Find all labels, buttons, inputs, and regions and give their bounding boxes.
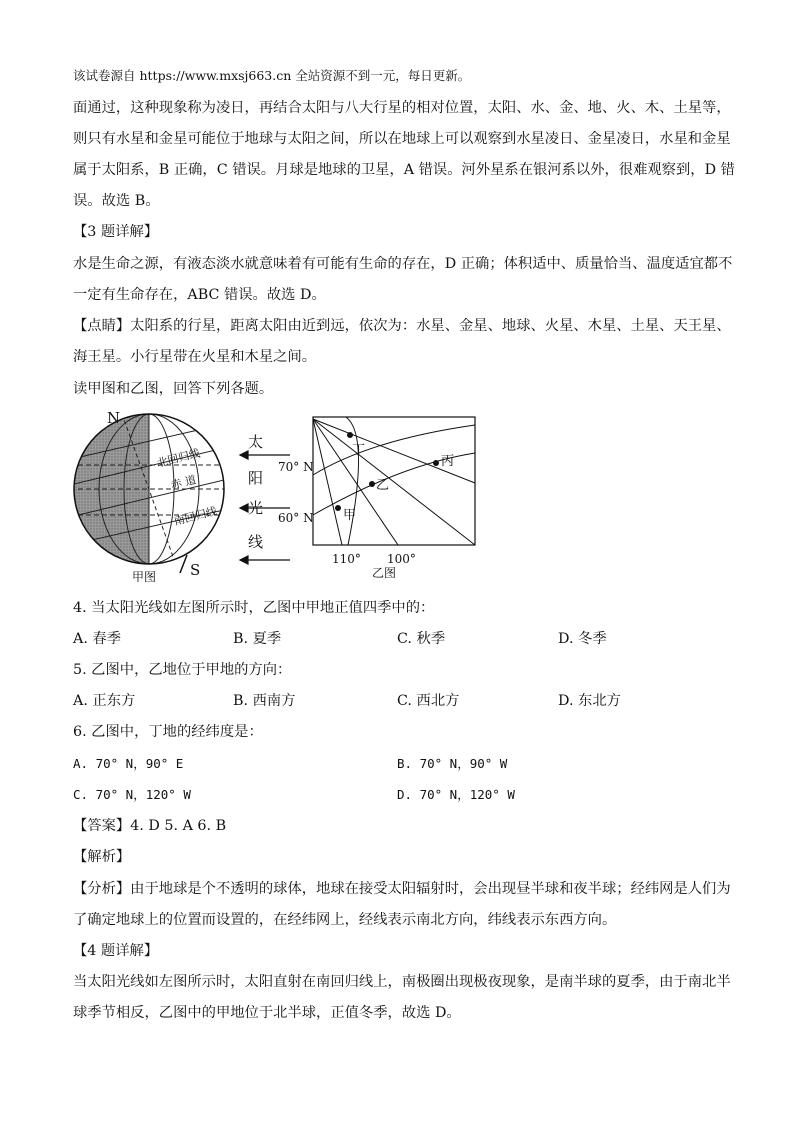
section-heading: 【3 题详解】 bbox=[73, 224, 159, 240]
q4-detail-heading: 【4 题详解】 bbox=[73, 943, 159, 959]
q5-option-b: B. 西南方 bbox=[233, 693, 296, 709]
analysis-line: 【分析】由于地球是个不透明的球体，地球在接受太阳辐射时，会出现昼半球和夜半球；经纬网是人们为 bbox=[73, 881, 731, 897]
point-bing bbox=[433, 460, 439, 466]
q4-option-a: A. 春季 bbox=[73, 631, 122, 647]
q4-option-b: B. 夏季 bbox=[233, 631, 282, 647]
jia-caption: 甲图 bbox=[132, 570, 157, 584]
jia-label: 甲 bbox=[343, 508, 357, 523]
q6-option-a: A. 70° N，90° E bbox=[73, 756, 184, 771]
sunlight-char: 太 bbox=[248, 433, 264, 451]
source-header: 该试卷源自 https://www.mxsj663.cn 全站资源不到一元，每日更新。 bbox=[73, 68, 471, 83]
equator-label: 赤 道 bbox=[169, 473, 198, 492]
south-pole-label: S bbox=[190, 561, 201, 579]
sunlight-char: 阳 bbox=[248, 469, 264, 487]
q6-option-c: C. 70° N，120° W bbox=[73, 787, 191, 802]
analysis-heading: 【解析】 bbox=[73, 849, 131, 865]
graticule-diagram bbox=[278, 417, 475, 580]
analysis-line: 了确定地球上的位置而设置的，在经纬网上，经线表示南北方向，纬线表示东西方向。 bbox=[73, 912, 617, 928]
q4-detail-line: 当太阳光线如左图所示时，太阳直射在南回归线上，南极圈出现极夜现象，是南半球的夏季，由于南北半 bbox=[73, 974, 731, 990]
sunlight-arrows bbox=[240, 433, 290, 564]
question-6-stem: 6. 乙图中，丁地的经纬度是： bbox=[73, 724, 263, 740]
q5-option-d: D. 东北方 bbox=[558, 693, 621, 709]
question-intro: 读甲图和乙图，回答下列各题。 bbox=[73, 381, 274, 397]
q4-detail-line: 球季节相反，乙图中的甲地位于北半球，正值冬季，故选 D。 bbox=[73, 1005, 461, 1021]
lon100-label: 100° bbox=[387, 552, 416, 566]
tip-line: 【点睛】太阳系的行星，距离太阳由近到远，依次为：水星、金星、地球、火星、木星、土星、天王星、 bbox=[73, 318, 731, 334]
paragraph-line: 误。故选 B。 bbox=[73, 193, 160, 209]
q5-option-c: C. 西北方 bbox=[397, 693, 460, 709]
paragraph-line: 则只有水星和金星可能位于地球与太阳之间，所以在地球上可以观察到水星凌日、金星凌日，水星和金星 bbox=[73, 131, 731, 147]
yi-caption: 乙图 bbox=[372, 566, 397, 580]
point-jia bbox=[335, 505, 341, 511]
tropic-south-label: 南回归线 bbox=[172, 504, 219, 528]
bing-label: 丙 bbox=[441, 454, 455, 469]
q5-option-a: A. 正东方 bbox=[73, 693, 136, 709]
q6-option-b: B. 70° N，90° W bbox=[397, 756, 508, 771]
answer-line: 【答案】4. D 5. A 6. B bbox=[73, 818, 227, 834]
paragraph-line: 水是生命之源，有液态淡水就意味着有可能有生命的存在，D 正确；体积适中、质量恰当、温度适宜都不 bbox=[73, 256, 733, 272]
lat70-label: 70° N bbox=[278, 460, 314, 474]
yi-label: 乙 bbox=[376, 478, 390, 493]
point-ding bbox=[347, 432, 353, 438]
globe-diagram bbox=[70, 409, 228, 584]
paragraph-line: 属于太阳系，B 正确，C 错误。月球是地球的卫星，A 错误。河外星系在银河系以外，很难观察到，D 错 bbox=[73, 162, 735, 178]
sunlight-char: 光 bbox=[248, 499, 264, 517]
north-pole-label: N bbox=[107, 409, 121, 427]
point-yi bbox=[369, 481, 375, 487]
question-4-stem: 4. 当太阳光线如左图所示时，乙图中甲地正值四季中的： bbox=[73, 600, 435, 616]
q4-option-c: C. 秋季 bbox=[397, 631, 446, 647]
tropic-north-label: 北回归线 bbox=[155, 446, 202, 470]
ding-label: 丁 bbox=[352, 443, 366, 458]
lat60-label: 60° N bbox=[278, 511, 314, 525]
figure-jia-yi bbox=[60, 405, 500, 585]
question-5-stem: 5. 乙图中，乙地位于甲地的方向： bbox=[73, 662, 292, 678]
q6-option-d: D. 70° N，120° W bbox=[397, 787, 515, 802]
paragraph-line: 一定有生命存在，ABC 错误。故选 D。 bbox=[73, 287, 326, 303]
sunlight-char: 线 bbox=[248, 533, 264, 551]
tip-line: 海王星。小行星带在火星和木星之间。 bbox=[73, 349, 317, 365]
paragraph-line: 面通过，这种现象称为凌日，再结合太阳与八大行星的相对位置，太阳、水、金、地、火、木、土星等， bbox=[73, 100, 731, 116]
lon110-label: 110° bbox=[332, 552, 361, 566]
q4-option-d: D. 冬季 bbox=[558, 631, 607, 647]
